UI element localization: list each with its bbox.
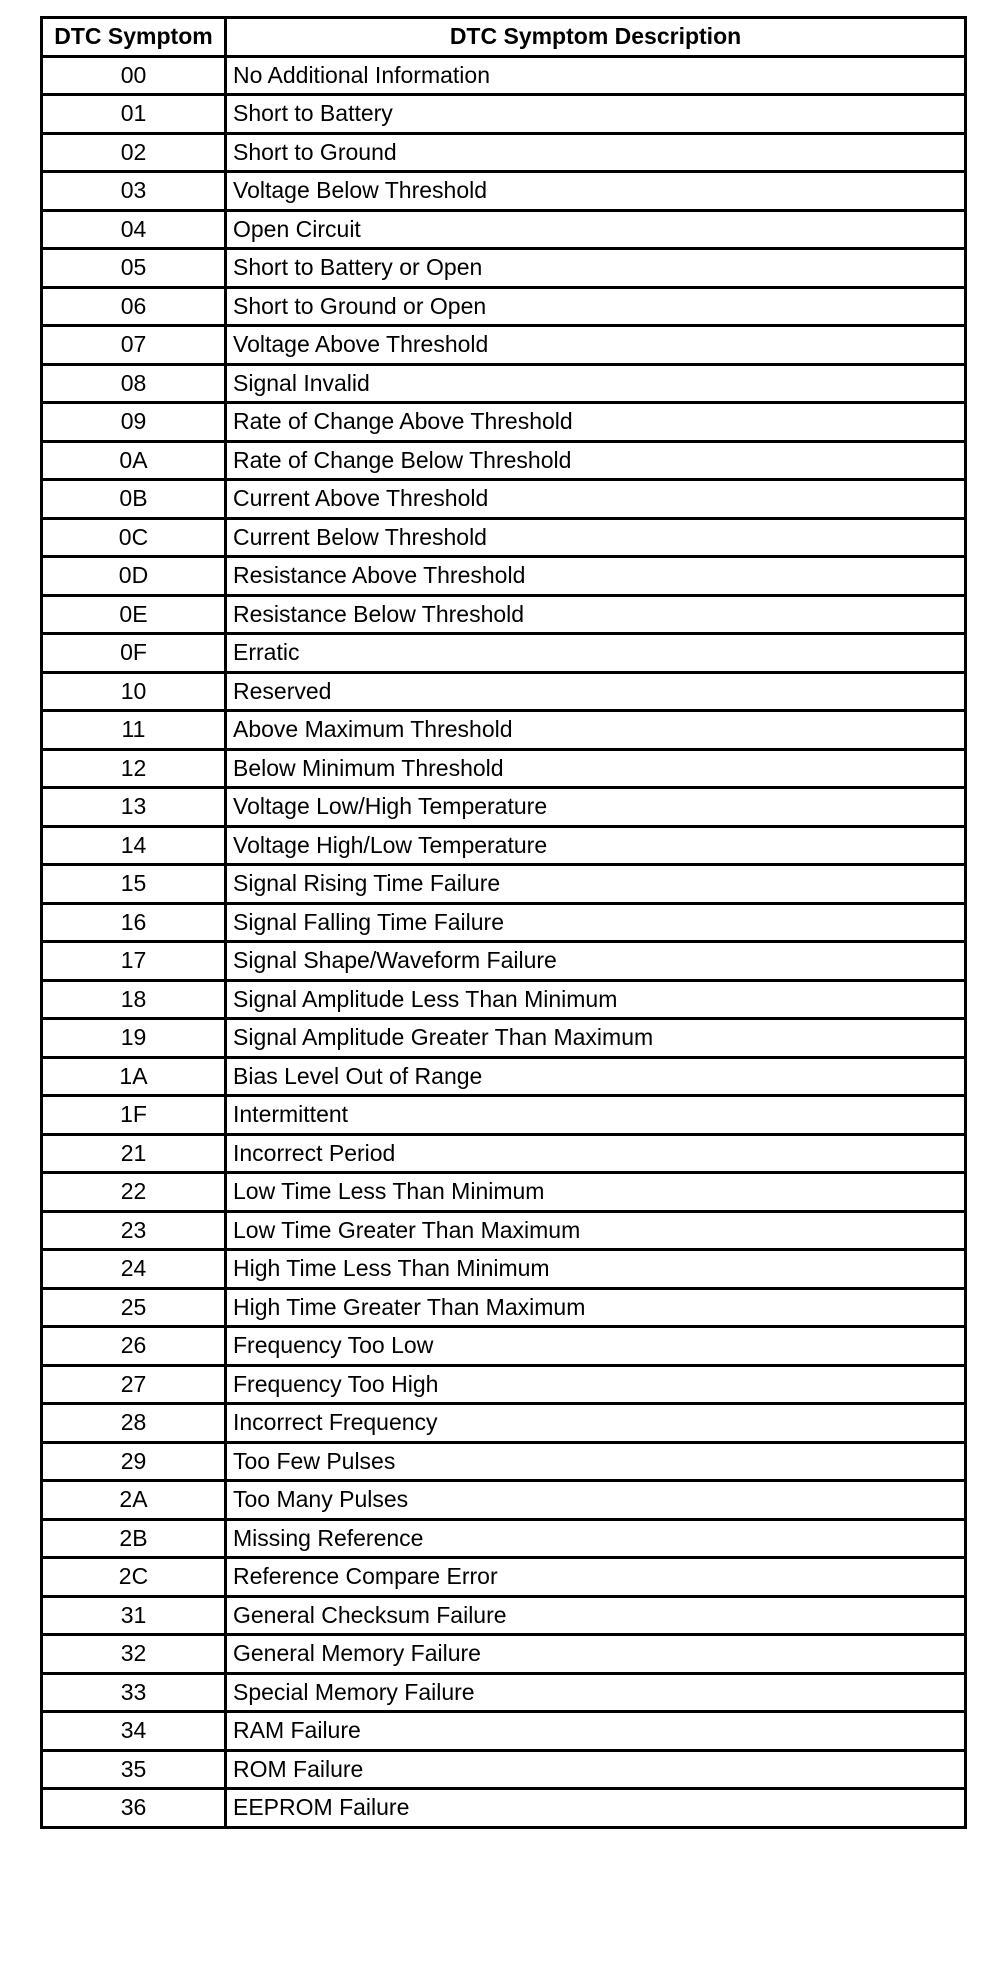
dtc-symptom-code: 27 [42,1365,226,1404]
table-row [42,1596,966,1635]
dtc-symptom-description: Low Time Less Than Minimum [226,1173,966,1212]
table-row [42,287,966,326]
table-row [42,557,966,596]
dtc-symptom-description: Short to Battery [226,95,966,134]
dtc-symptom-description: Incorrect Period [226,1134,966,1173]
table-row [42,1365,966,1404]
table-row [42,749,966,788]
dtc-symptom-description: Too Few Pulses [226,1442,966,1481]
dtc-symptom-code: 2C [42,1558,226,1597]
dtc-symptom-description: Signal Amplitude Greater Than Maximum [226,1019,966,1058]
dtc-symptom-description: General Memory Failure [226,1635,966,1674]
table-row [42,1096,966,1135]
dtc-symptom-code: 1A [42,1057,226,1096]
dtc-symptom-code: 2A [42,1481,226,1520]
dtc-symptom-description: No Additional Information [226,56,966,95]
table-row [42,1442,966,1481]
dtc-symptom-code: 26 [42,1327,226,1366]
table-row [42,1481,966,1520]
dtc-symptom-description: Voltage Low/High Temperature [226,788,966,827]
dtc-symptom-description: Signal Rising Time Failure [226,865,966,904]
dtc-symptom-code: 03 [42,172,226,211]
dtc-symptom-description: Erratic [226,634,966,673]
dtc-symptom-description: Frequency Too High [226,1365,966,1404]
dtc-symptom-code: 19 [42,1019,226,1058]
table-row [42,980,966,1019]
dtc-symptom-description: Missing Reference [226,1519,966,1558]
dtc-symptom-description: High Time Greater Than Maximum [226,1288,966,1327]
dtc-symptom-code: 22 [42,1173,226,1212]
dtc-symptom-code: 36 [42,1789,226,1828]
dtc-symptom-code: 31 [42,1596,226,1635]
dtc-symptom-code: 0E [42,595,226,634]
dtc-symptom-description: Short to Ground [226,133,966,172]
dtc-symptom-code: 0C [42,518,226,557]
table-row [42,480,966,519]
table-row [42,1519,966,1558]
table-row [42,95,966,134]
table-row [42,1173,966,1212]
dtc-symptom-description: Open Circuit [226,210,966,249]
dtc-symptom-code: 04 [42,210,226,249]
dtc-symptom-description: Low Time Greater Than Maximum [226,1211,966,1250]
dtc-symptom-description: Reference Compare Error [226,1558,966,1597]
dtc-symptom-description: Short to Ground or Open [226,287,966,326]
dtc-symptom-description: Signal Invalid [226,364,966,403]
table-row [42,518,966,557]
dtc-symptom-code: 2B [42,1519,226,1558]
dtc-symptom-description: RAM Failure [226,1712,966,1751]
dtc-symptom-description: Above Maximum Threshold [226,711,966,750]
table-row [42,711,966,750]
dtc-symptom-code: 08 [42,364,226,403]
dtc-symptom-description: Current Above Threshold [226,480,966,519]
table-row [42,1211,966,1250]
table-row [42,172,966,211]
dtc-symptom-table [40,16,967,1829]
dtc-symptom-code: 29 [42,1442,226,1481]
table-row [42,865,966,904]
dtc-symptom-code: 34 [42,1712,226,1751]
dtc-symptom-code: 06 [42,287,226,326]
table-row [42,1057,966,1096]
table-row [42,1635,966,1674]
dtc-symptom-code: 10 [42,672,226,711]
dtc-symptom-code: 14 [42,826,226,865]
table-row [42,903,966,942]
table-row [42,1134,966,1173]
table-row [42,672,966,711]
table-header [42,18,966,57]
dtc-symptom-code: 17 [42,942,226,981]
table-row [42,826,966,865]
dtc-symptom-description: Incorrect Frequency [226,1404,966,1443]
table-row [42,403,966,442]
table-row [42,1712,966,1751]
table-row [42,56,966,95]
dtc-symptom-code: 13 [42,788,226,827]
dtc-symptom-description: Current Below Threshold [226,518,966,557]
dtc-symptom-description: Intermittent [226,1096,966,1135]
table-row [42,326,966,365]
table-row [42,942,966,981]
header-dtc-symptom-description: DTC Symptom Description [226,18,966,57]
dtc-symptom-description: Signal Falling Time Failure [226,903,966,942]
dtc-symptom-code: 33 [42,1673,226,1712]
dtc-symptom-description: Voltage Above Threshold [226,326,966,365]
dtc-symptom-code: 07 [42,326,226,365]
table-row [42,634,966,673]
table-row [42,210,966,249]
dtc-symptom-code: 09 [42,403,226,442]
dtc-symptom-code: 02 [42,133,226,172]
table-row [42,1404,966,1443]
table-row [42,1673,966,1712]
dtc-symptom-description: Short to Battery or Open [226,249,966,288]
dtc-symptom-description: Voltage High/Low Temperature [226,826,966,865]
table-row [42,595,966,634]
dtc-symptom-description: Below Minimum Threshold [226,749,966,788]
dtc-symptom-code: 0A [42,441,226,480]
dtc-symptom-code: 12 [42,749,226,788]
dtc-symptom-code: 24 [42,1250,226,1289]
dtc-symptom-code: 0D [42,557,226,596]
dtc-symptom-code: 21 [42,1134,226,1173]
dtc-symptom-description: High Time Less Than Minimum [226,1250,966,1289]
dtc-symptom-code: 00 [42,56,226,95]
table-row [42,133,966,172]
dtc-symptom-description: Frequency Too Low [226,1327,966,1366]
dtc-symptom-description: Resistance Above Threshold [226,557,966,596]
dtc-symptom-code: 23 [42,1211,226,1250]
table-body [42,56,966,1827]
dtc-symptom-description: Special Memory Failure [226,1673,966,1712]
dtc-symptom-code: 05 [42,249,226,288]
dtc-symptom-description: Bias Level Out of Range [226,1057,966,1096]
dtc-symptom-description: Too Many Pulses [226,1481,966,1520]
dtc-symptom-code: 11 [42,711,226,750]
dtc-symptom-description: Voltage Below Threshold [226,172,966,211]
dtc-symptom-description: ROM Failure [226,1750,966,1789]
dtc-symptom-description: General Checksum Failure [226,1596,966,1635]
table-row [42,441,966,480]
dtc-symptom-description: Resistance Below Threshold [226,595,966,634]
dtc-symptom-code: 28 [42,1404,226,1443]
dtc-symptom-description: Signal Shape/Waveform Failure [226,942,966,981]
dtc-symptom-code: 01 [42,95,226,134]
table-row [42,1327,966,1366]
table-row [42,1789,966,1828]
dtc-symptom-description: Reserved [226,672,966,711]
table-row [42,364,966,403]
table-row [42,788,966,827]
table-row [42,1558,966,1597]
dtc-symptom-code: 15 [42,865,226,904]
dtc-symptom-code: 18 [42,980,226,1019]
dtc-symptom-code: 25 [42,1288,226,1327]
dtc-symptom-description: Rate of Change Below Threshold [226,441,966,480]
table-row [42,249,966,288]
header-row [42,18,966,57]
dtc-symptom-code: 0B [42,480,226,519]
table-row [42,1019,966,1058]
dtc-symptom-description: EEPROM Failure [226,1789,966,1828]
table-row [42,1250,966,1289]
dtc-symptom-code: 32 [42,1635,226,1674]
dtc-symptom-code: 0F [42,634,226,673]
header-dtc-symptom: DTC Symptom [42,18,226,57]
table-row [42,1750,966,1789]
dtc-symptom-code: 35 [42,1750,226,1789]
dtc-symptom-code: 1F [42,1096,226,1135]
dtc-symptom-description: Signal Amplitude Less Than Minimum [226,980,966,1019]
dtc-symptom-code: 16 [42,903,226,942]
dtc-symptom-description: Rate of Change Above Threshold [226,403,966,442]
table-row [42,1288,966,1327]
